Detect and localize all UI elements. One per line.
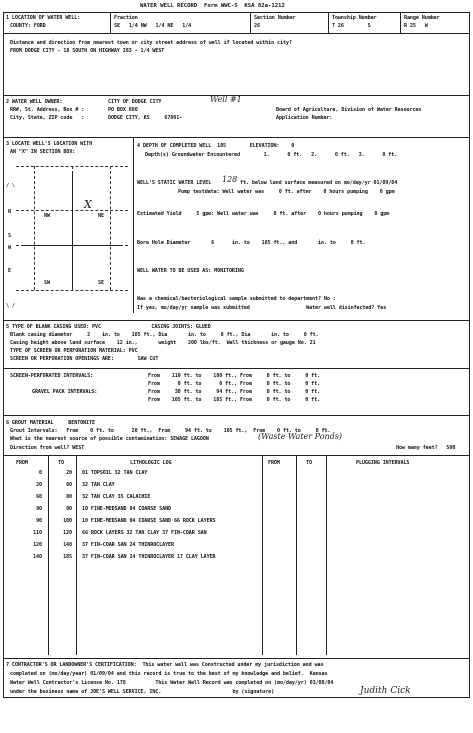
screen-intervals-2: From 0 ft. to 0 ft., From 0 ft. to 0 ft. — [148, 381, 321, 387]
log-to: 140 — [63, 542, 72, 548]
screen-intervals: From 110 ft. to 180 ft., From 0 ft. to 0 ft. — [148, 373, 321, 379]
contamination-distance: How many feet? 500 — [396, 445, 456, 451]
log-to: 80 — [66, 494, 72, 500]
log-description: 01 TOPSOIL 32 TAN CLAY — [82, 470, 148, 476]
city-value: DODGE CITY, KS 67801- — [108, 115, 183, 121]
log-header-plug-to: TO — [306, 460, 312, 466]
log-from: 110 — [33, 530, 42, 536]
screen-intervals-label: SCREEN-PERFORATED INTERVALS: — [10, 373, 94, 379]
range-value: R 25 W — [404, 23, 428, 29]
log-to: 185 — [63, 554, 72, 560]
log-description: 32 TAN CLAY 35 CALACHIE — [82, 494, 151, 500]
depth-completed: 4 DEPTH OF COMPLETED WELL 185 ELEVATION: 0 — [137, 143, 295, 149]
contamination-direction: Direction from well? WEST — [10, 445, 85, 451]
gravel-pack-intervals: From 30 ft. to 94 ft., From 0 ft. to 0 ft. — [148, 389, 321, 395]
quadrant-nw: NW — [44, 213, 50, 219]
bore-hole-diameter: Bore Hole Diameter 6 in. to 185 ft., and in. to 0 ft. — [137, 240, 366, 246]
log-to: 90 — [66, 506, 72, 512]
screen-openings: SCREEN OR PERFORATION OPENINGS ARE: SAW CUT — [10, 356, 159, 362]
log-from: 80 — [36, 506, 42, 512]
locate-heading: 3 LOCATE WELL'S LOCATION WITH — [6, 141, 93, 147]
casing-diameter: Blank casing diameter 2 in. to 185 ft., Dia in. to 0 ft., Dia in. to 0 ft. — [10, 332, 319, 338]
section-value: 26 — [254, 23, 260, 29]
corner-mark-bl: \ / — [6, 303, 15, 309]
casing-height: Casing height above land surface 12 in., weight 200 lbs/ft. Wall thickness or gauge No. 21 — [10, 340, 316, 346]
quadrant-sw: SW — [44, 280, 50, 286]
corner-mark-tl: / \ — [6, 183, 15, 189]
range-label: Range Number — [404, 15, 440, 21]
log-from: 140 — [33, 554, 42, 560]
log-to: 120 — [63, 530, 72, 536]
log-from: 20 — [36, 482, 42, 488]
certification-line-1: 7 CONTRACTOR'S OR LANDOWNER'S CERTIFICATION: This water well was Constructed under my jurisdiction and was — [6, 662, 324, 668]
gravel-pack-label: GRAVEL PACK INTERVALS: — [32, 389, 98, 395]
form-border — [3, 12, 470, 698]
chemical-sample: Was a chemical/bacteriological sample submitted to department? No ; — [137, 296, 336, 302]
log-from: 90 — [36, 518, 42, 524]
log-header-to: TO — [58, 460, 64, 466]
certification-line-2: completed on (mo/day/year) 01/09/04 and this record is true to the best of my knowledge and belief. Kansas — [10, 671, 328, 677]
grout-intervals: Grout Intervals: From 0 ft. to 20 ft., From 94 ft. to 105 ft., From 0 ft. to 0 ft. — [10, 428, 331, 434]
form-title: WATER WELL RECORD Form WWC-5 KSA 82a-1212 — [140, 3, 285, 9]
address-label: RR#, St. Address, Box # : — [10, 107, 85, 113]
log-description: 37 FIN-COAR SAN 24 THINROCLAYER 17 CLAY LAYER — [82, 554, 216, 560]
compass-s: S — [8, 233, 11, 239]
locate-subheading: AN "X" IN SECTION BOX: — [10, 149, 76, 155]
log-header-from: FROM — [16, 460, 28, 466]
contamination-handwritten: (Waste Water Ponds) — [258, 432, 343, 441]
county: COUNTY: FORD — [10, 23, 46, 29]
log-from: 120 — [33, 542, 42, 548]
board-text: Board of Agriculture, Division of Water Resources — [276, 107, 422, 113]
section-label: Section Number — [254, 15, 296, 21]
fraction-value: SE 1/4 NW 1/4 NE 1/4 — [114, 23, 192, 29]
owner-handwritten-note: Well #1 — [210, 95, 242, 104]
screen-material: TYPE OF SCREEN OR PERFORATION MATERIAL: PVC — [10, 348, 138, 354]
estimated-yield: Estimated Yield 5 gpm: Well water was 0 ft. after 0 hours pumping 0 gpm — [137, 211, 390, 217]
log-header-lithologic: LITHOLOGIC LOG — [130, 460, 172, 466]
log-header-plug-from: FROM — [268, 460, 280, 466]
casing-type: 5 TYPE OF BLANK CASING USED: PVC CASING JOINTS: GLUED — [6, 324, 211, 330]
grout-material: 6 GROUT MATERIAL BENTONITE — [6, 420, 96, 426]
gravel-pack-intervals-2: From 105 ft. to 185 ft., From 0 ft. to 0 ft. — [148, 397, 321, 403]
water-use: WELL WATER TO BE USED AS: MONITORING — [137, 268, 244, 274]
chemical-sample-date: If yes, mo/day/yr sample was submitted Water well disinfected? Yes — [137, 305, 387, 311]
quadrant-se: SE — [98, 280, 104, 286]
application-label: Application Number: — [276, 115, 333, 121]
quadrant-ne: NE — [98, 213, 104, 219]
city-label: City, State, ZIP code : — [10, 115, 85, 121]
log-description: 32 TAN CLAY — [82, 482, 115, 488]
compass-w: W — [8, 245, 11, 251]
log-description: 37 FIN-COAR SAN 24 THINROCLAYER — [82, 542, 174, 548]
location-x-mark: X — [84, 198, 92, 211]
contamination-source: What is the nearest source of possible contamination: SEWAGE LAGOON — [10, 436, 209, 442]
owner-label: 2 WATER WELL OWNER: — [6, 99, 63, 105]
log-description: 66 ROCK LAYERS 32 TAN CLAY 37 FIN-COAR SAN — [82, 530, 207, 536]
certification-line-3: Water Well Contractor's License No. 178 This Water Well Record was completed on (mo/day/yr) 03/08/04 — [10, 680, 334, 686]
owner-value: CITY OF DODGE CITY — [108, 99, 162, 105]
log-from: 60 — [36, 494, 42, 500]
log-to: 20 — [66, 470, 72, 476]
log-description: 10 FINE-MEDSAND 04 COARSE SAND 66 ROCK LAYERS — [82, 518, 216, 524]
log-to: 60 — [66, 482, 72, 488]
log-to: 100 — [63, 518, 72, 524]
log-header-plugging: PLUGGING INTERVALS — [356, 460, 410, 466]
log-description: 10 FINE-MEDSAND 04 COARSE SAND — [82, 506, 172, 512]
pump-testdata: Pump testdata: Well water was 0 ft. after 0 hours pumping 0 gpm — [178, 189, 395, 195]
fraction-label: Fraction — [114, 15, 138, 21]
township-label: Township Number — [332, 15, 377, 21]
distance-answer: FROM DODGE CITY - 18 SOUTH ON HIGHWAY 283 - 1/4 WEST — [10, 48, 165, 54]
contractor-signature: Judith Cick — [360, 686, 411, 696]
static-level-handwritten: 128 — [222, 175, 238, 184]
groundwater-depths: Depth(s) Groundwater Encountered 1. 0 ft. 2. 0 ft. 3. 0 ft. — [145, 152, 398, 158]
address-value: PO BOX 880 — [108, 107, 138, 113]
distance-question: Distance and direction from nearest town or city street address of well if located within city? — [10, 40, 292, 46]
location-label: 1 LOCATION OF WATER WELL: — [6, 15, 81, 21]
certification-line-4: under the business name of JOE'S WELL SERVICE, INC. by (signature) — [10, 689, 275, 695]
static-level-detail: ft. below land surface measured on mo/day/yr 01/09/04 — [240, 180, 398, 186]
log-from: 0 — [39, 470, 42, 476]
compass-e: E — [8, 268, 11, 274]
township-value: T 26 S — [332, 23, 371, 29]
static-level-label: WELL'S STATIC WATER LEVEL — [137, 180, 212, 186]
compass-n: N — [8, 209, 11, 215]
